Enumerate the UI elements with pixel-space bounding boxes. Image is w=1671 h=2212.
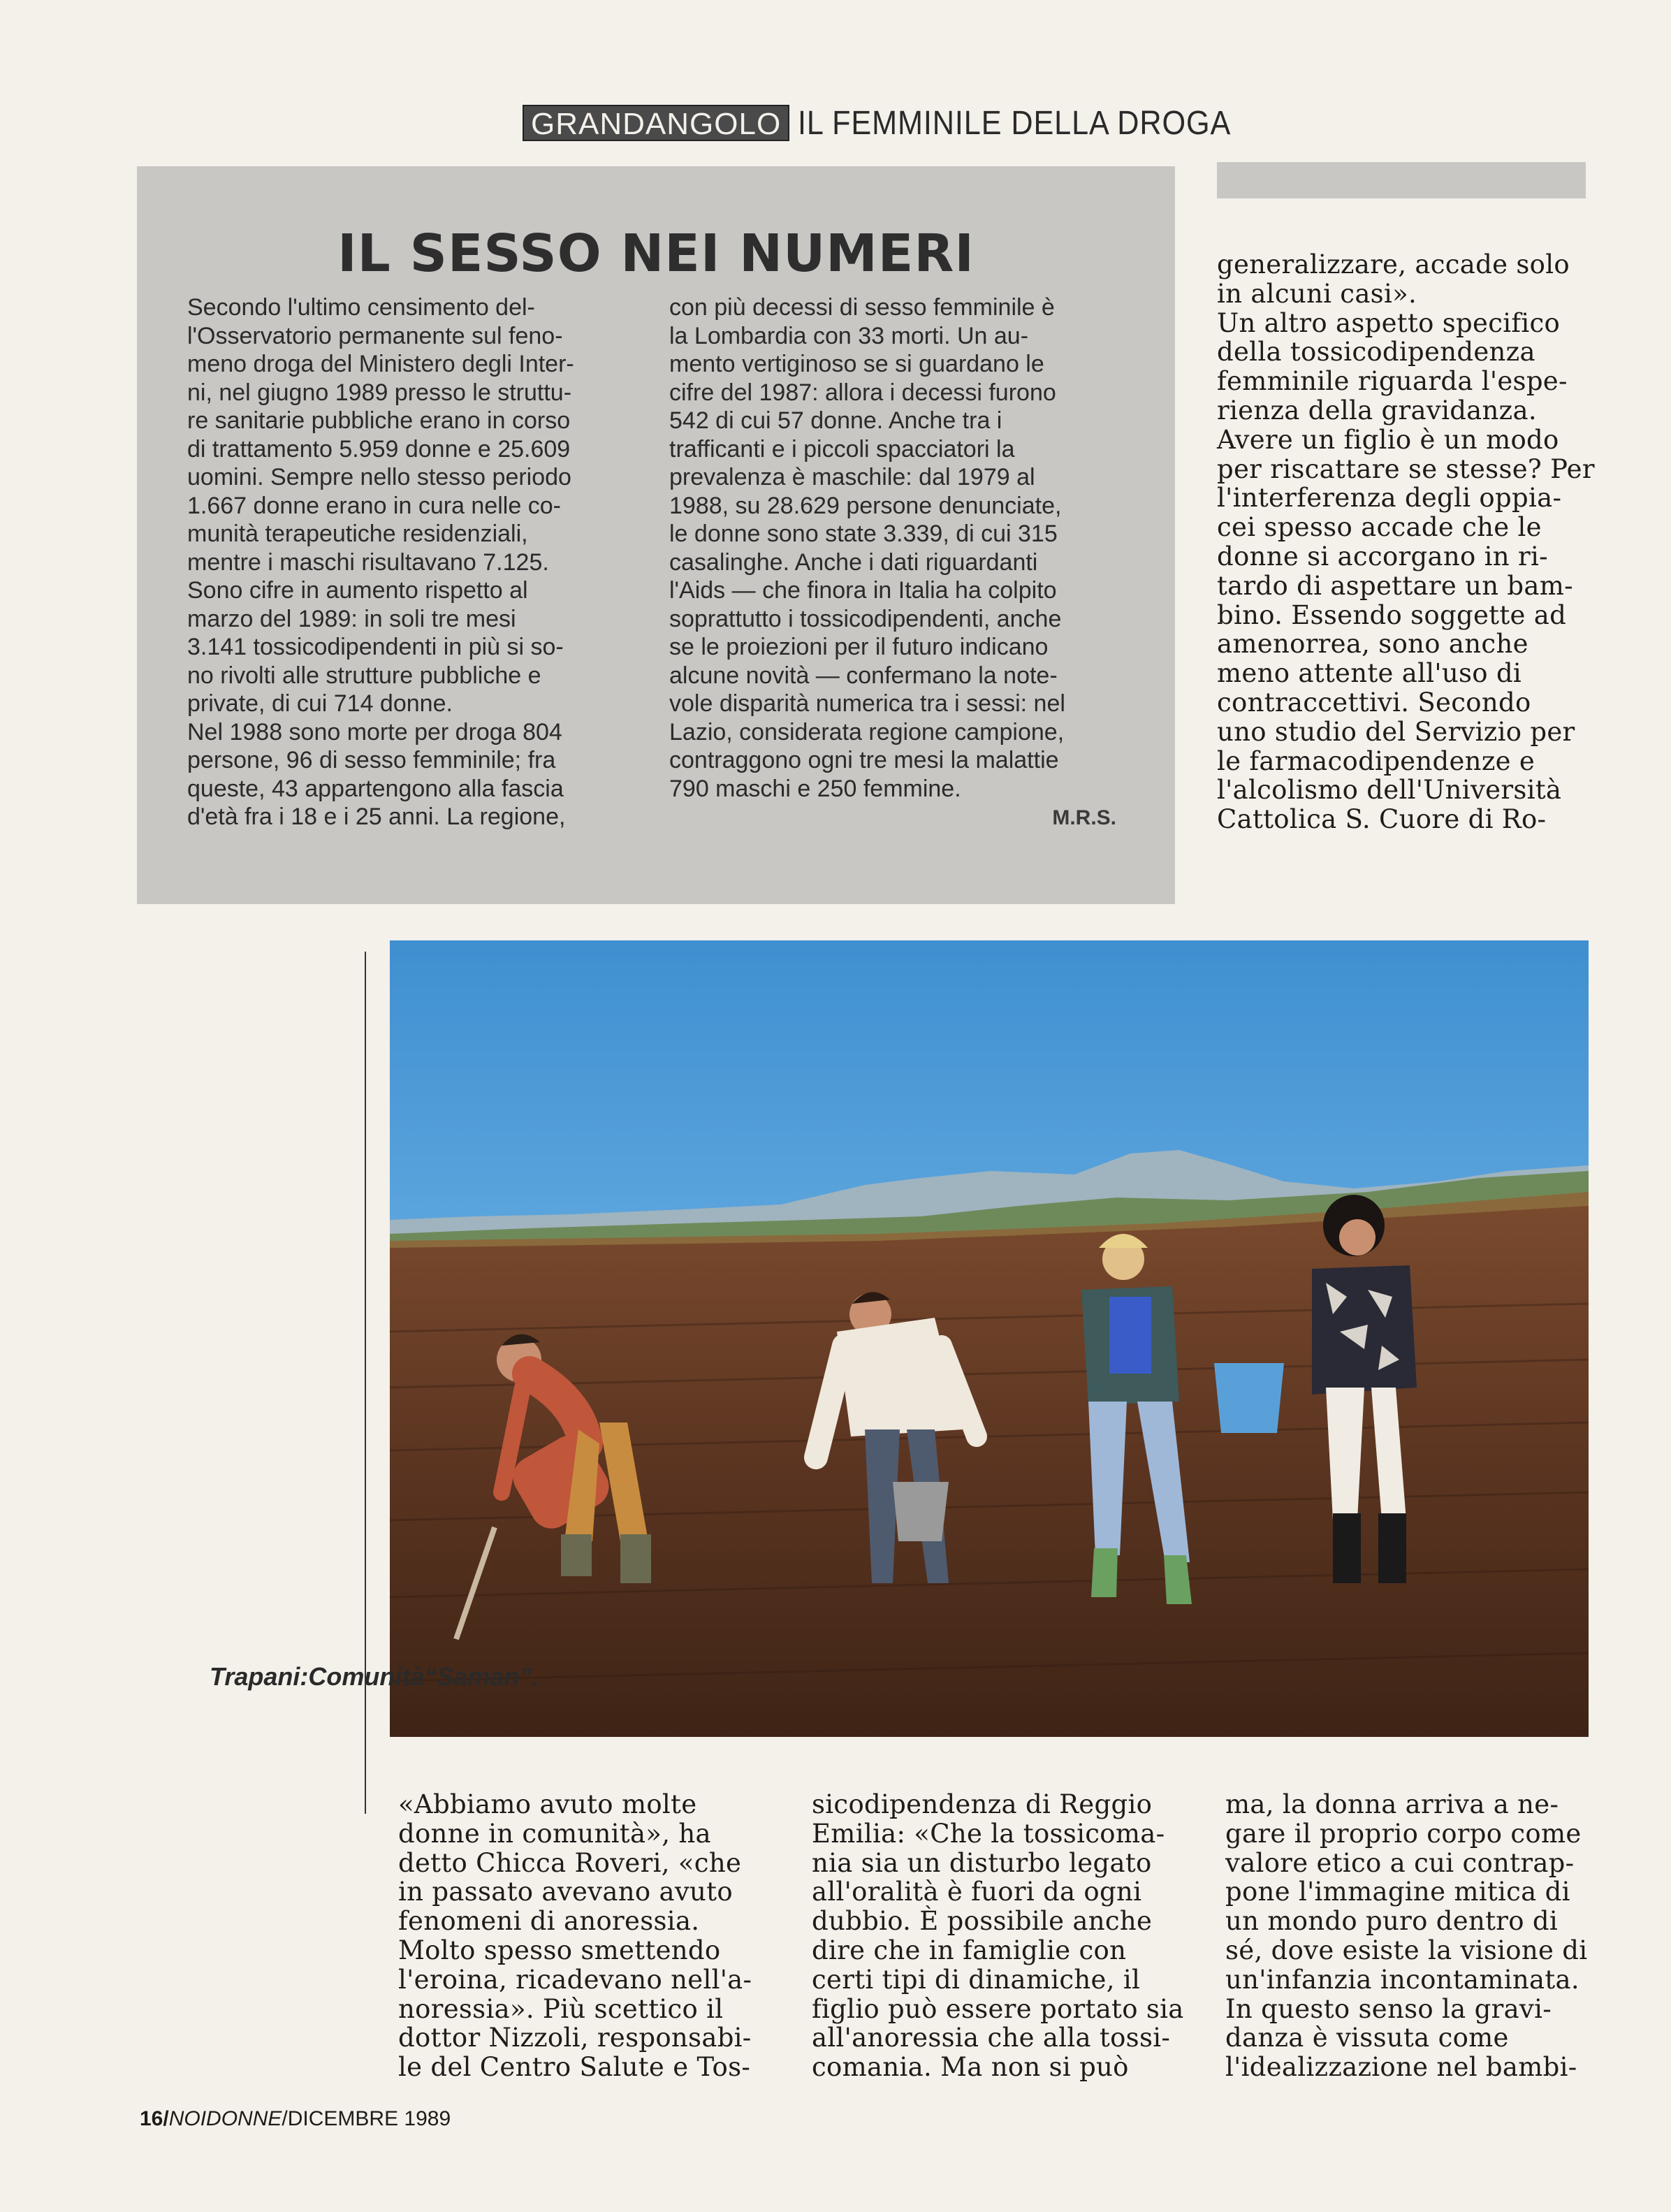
- box-text-line: uomini. Sempre nello stesso periodo: [187, 464, 571, 490]
- box-text-line: con più decessi di sesso femminile è: [669, 294, 1055, 321]
- section-title: IL FEMMINILE DELLA DROGA: [798, 104, 1232, 142]
- box-text-line: 3.141 tossicodipendenti in più si so-: [187, 634, 564, 660]
- box-text-line: di trattamento 5.959 donne e 25.609: [187, 435, 571, 463]
- author-signature: M.R.S.: [1052, 806, 1116, 829]
- article-text-line: generalizzare, accade solo: [1217, 249, 1570, 279]
- box-text-line: le donne sono state 3.339, di cui 315: [669, 521, 1058, 547]
- box-text-line: queste, 43 appartengono alla fascia: [187, 775, 564, 802]
- box-text-line: 542 di cui 57 donne. Anche tra i: [669, 407, 1002, 434]
- article-text-line: valore etico a cui contrap-: [1225, 1847, 1575, 1878]
- box-text-line: alcune novità — confermano la note-: [669, 662, 1058, 689]
- article-text-line: meno attente all'uso di: [1217, 658, 1522, 689]
- box-text-line: Sono cifre in aumento rispetto al: [187, 577, 528, 604]
- box-text-line: 790 maschi e 250 femmine.: [669, 775, 961, 802]
- caption-line: “Saman”.: [424, 1662, 539, 1691]
- article-text-line: della tossicodipendenza: [1217, 337, 1535, 368]
- article-text-line: un mondo puro dentro di: [1225, 1906, 1558, 1937]
- article-text-line: detto Chicca Roveri, «che: [398, 1847, 742, 1878]
- box-text-line: prevalenza è maschile: dal 1979 al: [669, 464, 1035, 490]
- box-text-line: Lazio, considerata regione campione,: [669, 718, 1065, 745]
- issue-date: /DICEMBRE 1989: [282, 2107, 451, 2130]
- box-text-line: 1988, su 28.629 persone denunciate,: [669, 492, 1062, 519]
- box-text-line: re sanitarie pubbliche erano in corso: [187, 407, 571, 434]
- article-text-line: sé, dove esiste la visione di: [1225, 1935, 1588, 1965]
- photo-caption: [210, 1662, 539, 1691]
- article-text-line: figlio può essere portato sia: [812, 1993, 1184, 2024]
- article-text-line: l'idealizzazione nel bambi-: [1225, 2052, 1577, 2083]
- page-header: [523, 103, 1232, 143]
- box-text-line: l'Aids — che finora in Italia ha colpito: [669, 577, 1057, 604]
- page-footer: [140, 2107, 451, 2131]
- box-text-line: private, di cui 714 donne.: [187, 690, 453, 717]
- box-text-line: mento vertiginoso se si guardano le: [669, 351, 1044, 377]
- article-text-line: «Abbiamo avuto molte: [398, 1789, 697, 1819]
- box-text-line: trafficanti e i piccoli spacciatori la: [669, 435, 1015, 463]
- box-text-line: ni, nel giugno 1989 presso le struttu-: [187, 379, 572, 406]
- article-text-line: donne si accorgano in ri-: [1217, 541, 1548, 572]
- box-text-line: persone, 96 di sesso femminile; fra: [187, 747, 556, 773]
- box-text-line: se le proiezioni per il futuro indicano: [669, 634, 1049, 660]
- stats-box: [137, 166, 1175, 904]
- article-text-line: Molto spesso smettendo: [398, 1935, 721, 1965]
- box-text-line: meno droga del Ministero degli Inter-: [187, 351, 574, 377]
- photo-farm-workers: [390, 940, 1589, 1737]
- box-text-line: cifre del 1987: allora i decessi furono: [669, 379, 1056, 406]
- article-text-line: certi tipi di dinamiche, il: [812, 1964, 1141, 1995]
- box-text-line: soprattutto i tossicodipendenti, anche: [669, 605, 1062, 632]
- article-text-line: l'interferenza degli oppia-: [1217, 483, 1562, 514]
- box-left-column: [187, 293, 634, 831]
- bottom-column-3: [1225, 1790, 1589, 2082]
- box-text-line: d'età fra i 18 e i 25 anni. La regione,: [187, 803, 566, 830]
- article-text-line: noressia». Più scettico il: [398, 1993, 724, 2024]
- article-text-line: dottor Nizzoli, responsabi-: [398, 2023, 752, 2053]
- box-text-line: no rivolti alle strutture pubbliche e: [187, 662, 541, 689]
- article-text-line: dubbio. È possibile anche: [812, 1906, 1153, 1937]
- article-text-line: gare il proprio corpo come: [1225, 1818, 1582, 1849]
- article-text-line: femminile riguarda l'espe-: [1217, 366, 1568, 397]
- article-text-line: rienza della gravidanza.: [1217, 395, 1537, 425]
- article-text-line: all'oralità è fuori da ogni: [812, 1877, 1142, 1907]
- article-text-line: In questo senso la gravi-: [1225, 1993, 1552, 2024]
- decorative-bar: [1217, 162, 1586, 198]
- article-text-line: nia sia un disturbo legato: [812, 1847, 1152, 1878]
- article-text-line: in alcuni casi».: [1217, 278, 1417, 309]
- article-text-line: danza è vissuta come: [1225, 2023, 1509, 2053]
- box-text-line: contraggono ogni tre mesi la malattie: [669, 747, 1059, 773]
- article-text-line: l'alcolismo dell'Università: [1217, 775, 1562, 806]
- box-text-line: la Lombardia con 33 morti. Un au-: [669, 322, 1029, 349]
- article-text-line: comania. Ma non si può: [812, 2052, 1129, 2083]
- article-text-line: Avere un figlio è un modo: [1217, 424, 1559, 455]
- article-text-line: cei spesso accade che le: [1217, 512, 1542, 543]
- article-text-line: pone l'immagine mitica di: [1225, 1877, 1570, 1907]
- article-text-line: le farmacodipendenze e: [1217, 745, 1535, 776]
- page-number: 16/: [140, 2107, 169, 2130]
- article-text-line: amenorrea, sono anche: [1217, 629, 1528, 660]
- right-column-text: [1217, 249, 1595, 835]
- box-text-line: 1.667 donne erano in cura nelle co-: [187, 492, 561, 519]
- article-text-line: ma, la donna arriva a ne-: [1225, 1789, 1559, 1819]
- article-text-line: Cattolica S. Cuore di Ro-: [1217, 804, 1547, 835]
- section-tag: GRANDANGOLO: [523, 105, 789, 141]
- box-text-line: Secondo l'ultimo censimento del-: [187, 294, 535, 321]
- article-text-line: uno studio del Servizio per: [1217, 716, 1575, 747]
- article-text-line: fenomeni di anoressia.: [398, 1906, 700, 1937]
- article-text-line: bino. Essendo soggette ad: [1217, 599, 1567, 630]
- article-text-line: all'anoressia che alla tossi-: [812, 2023, 1171, 2053]
- box-text-line: Nel 1988 sono morte per droga 804: [187, 718, 562, 745]
- article-text-line: le del Centro Salute e Tos-: [398, 2052, 751, 2083]
- article-text-line: tardo di aspettare un bam-: [1217, 570, 1573, 601]
- article-text-line: l'eroina, ricadevano nell'a-: [398, 1964, 752, 1995]
- article-text-line: per riscattare se stesse? Per: [1217, 453, 1595, 484]
- box-title: IL SESSO NEI NUMERI: [337, 224, 975, 284]
- box-text-line: mentre i maschi risultavano 7.125.: [187, 548, 549, 576]
- caption-line: Trapani:: [210, 1662, 309, 1691]
- article-text-line: dire che in famiglie con: [812, 1935, 1127, 1965]
- article-text-line: un'infanzia incontaminata.: [1225, 1964, 1579, 1995]
- article-text-line: contraccettivi. Secondo: [1217, 687, 1531, 718]
- box-right-column: [669, 293, 1116, 833]
- magazine-name: NOIDONNE: [168, 2107, 282, 2130]
- box-text-line: vole disparità numerica tra i sessi: nel: [669, 690, 1065, 717]
- box-text-line: munità terapeutiche residenziali,: [187, 521, 528, 547]
- article-text-line: Emilia: «Che la tossicoma-: [812, 1818, 1165, 1849]
- bottom-column-1: [398, 1790, 761, 2082]
- article-text-line: Un altro aspetto specifico: [1217, 307, 1561, 338]
- article-text-line: in passato avevano avuto: [398, 1877, 733, 1907]
- article-text-line: sicodipendenza di Reggio: [812, 1789, 1153, 1819]
- caption-line: Comunità: [308, 1662, 425, 1691]
- box-text-line: l'Osservatorio permanente sul feno-: [187, 322, 563, 349]
- bottom-column-2: [812, 1789, 1184, 2083]
- box-text-line: casalinghe. Anche i dati riguardanti: [669, 548, 1038, 576]
- box-text-line: marzo del 1989: in soli tre mesi: [187, 605, 516, 632]
- article-text-line: donne in comunità», ha: [398, 1818, 711, 1849]
